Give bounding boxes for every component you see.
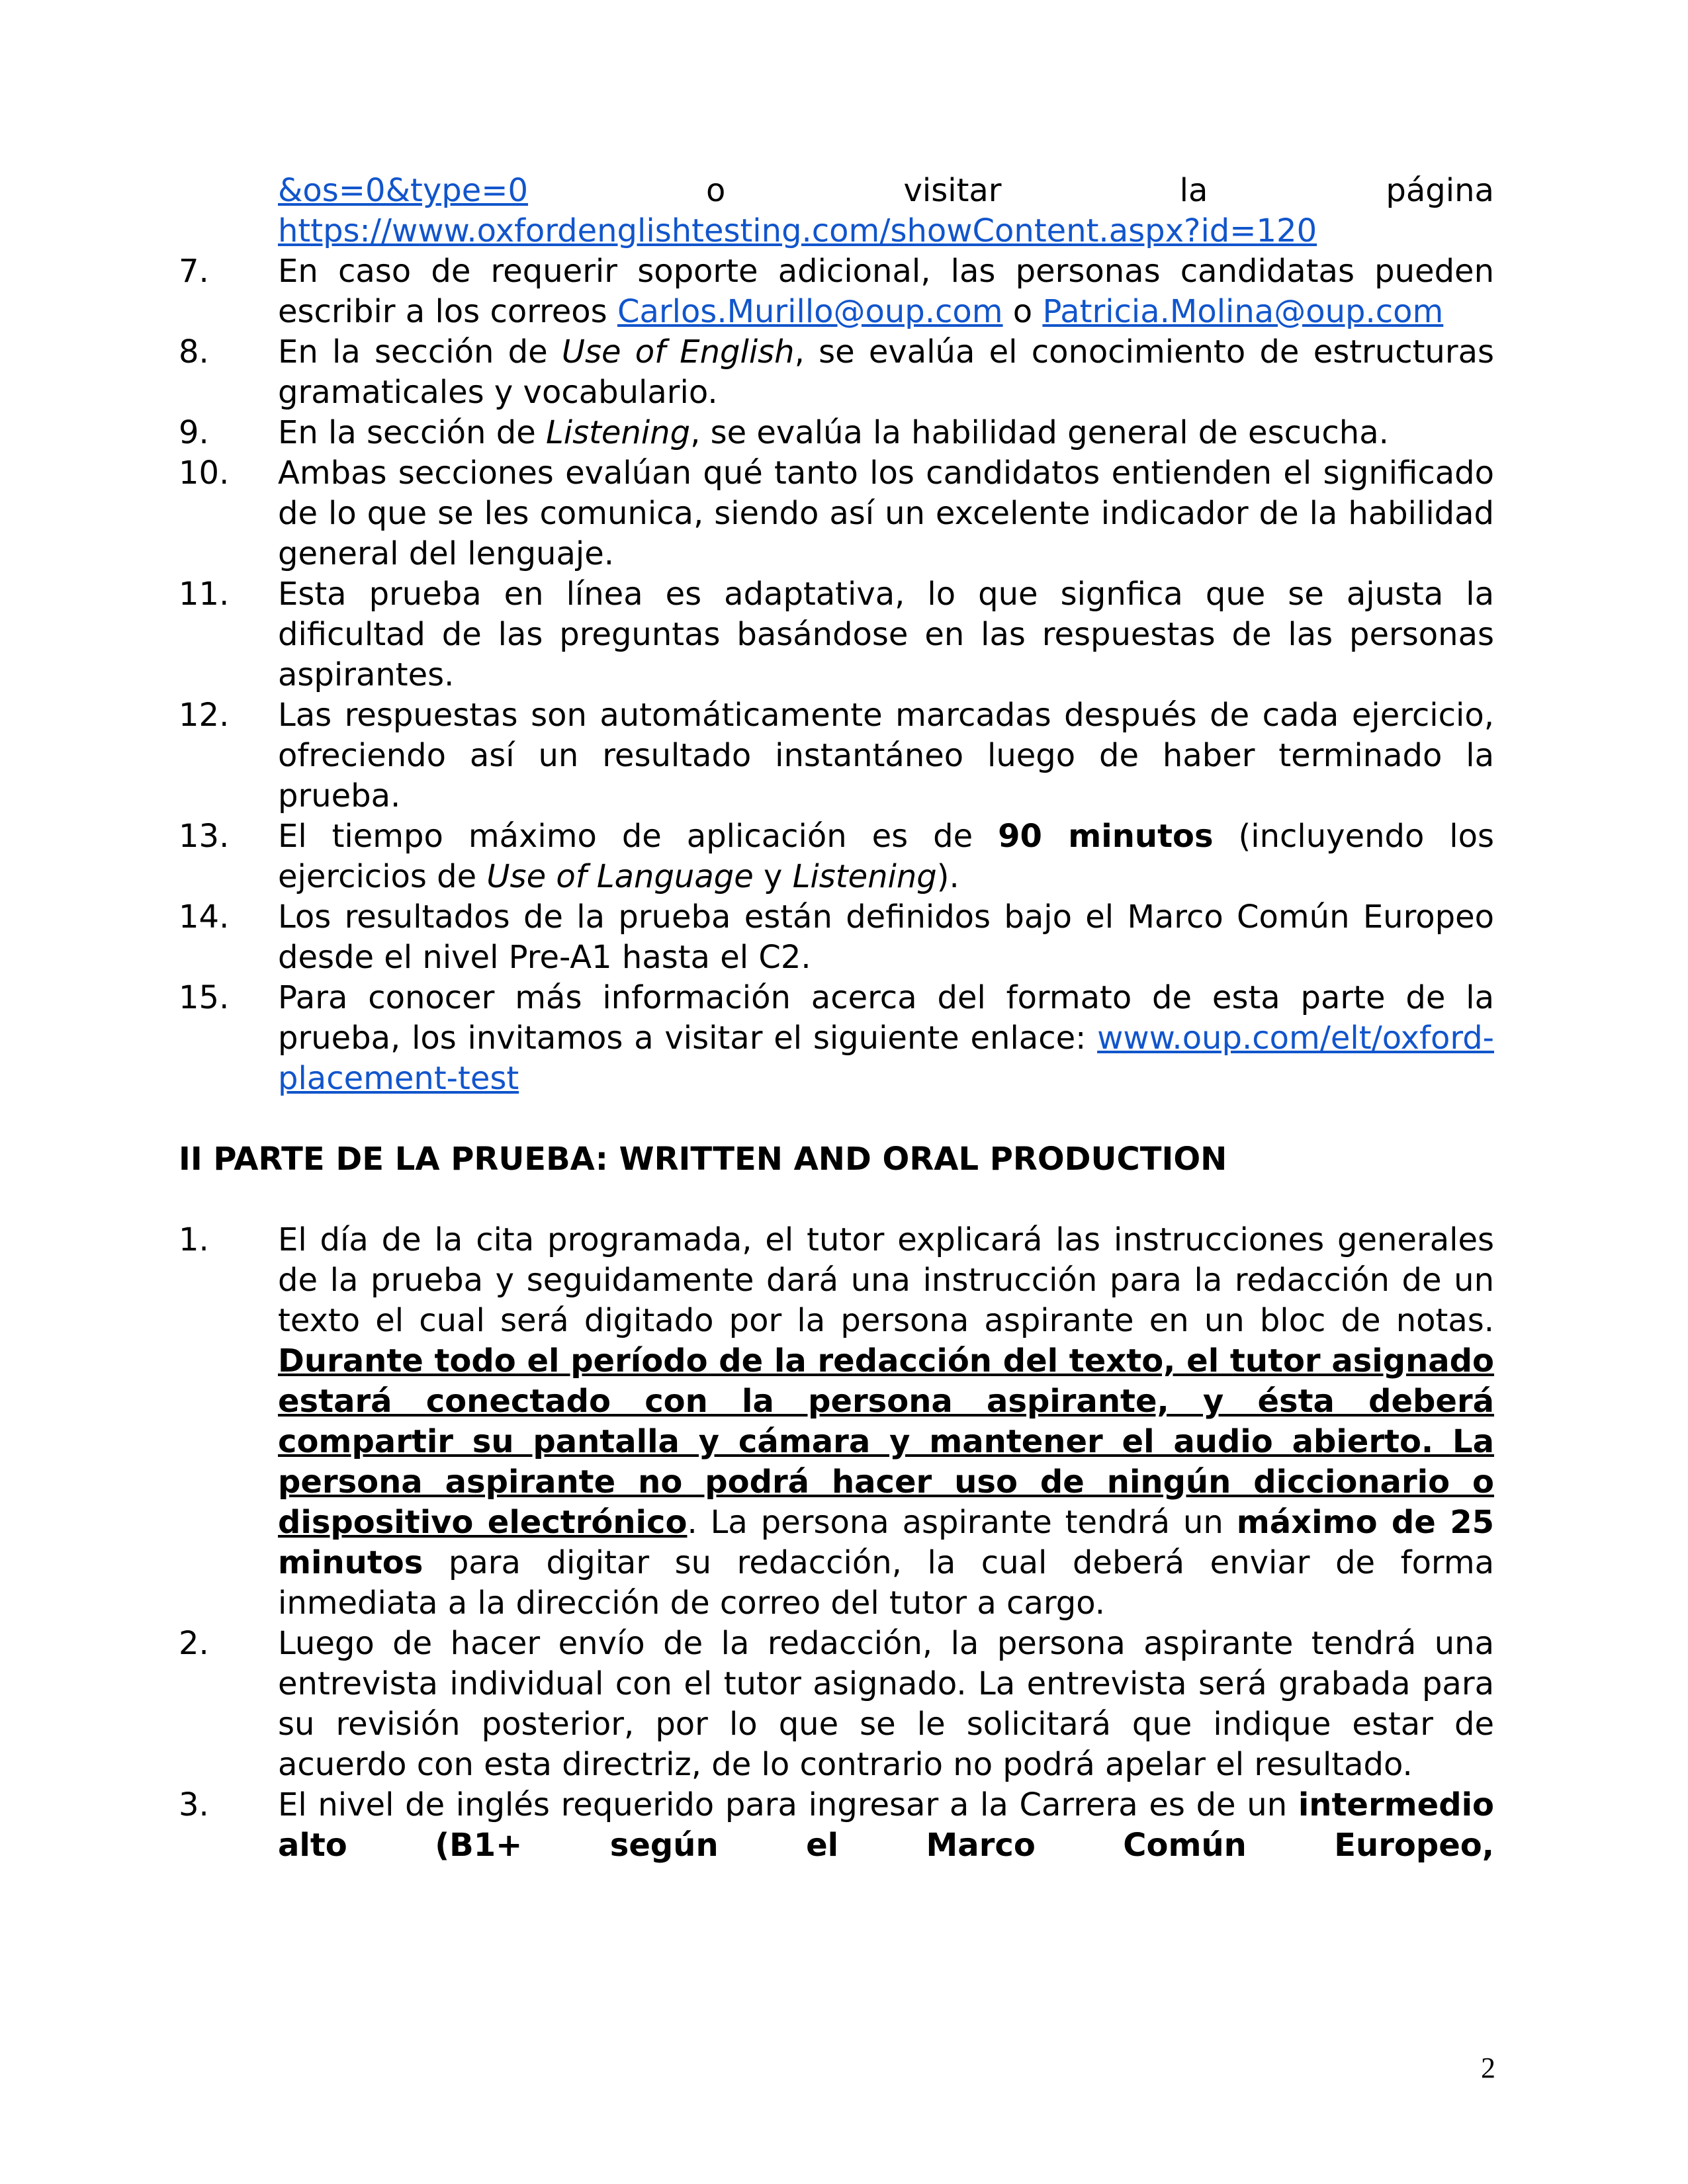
section-heading: II PARTE DE LA PRUEBA: WRITTEN AND ORAL PRODUCTION <box>179 1141 1227 1178</box>
item-number: 2. <box>179 1625 209 1662</box>
item-number: 1. <box>179 1221 209 1258</box>
item-number: 11. <box>179 576 230 613</box>
item-text: para digitar su redacción, la cual deberá enviar de forma inmediata a la dirección de correo del tutor a cargo. <box>278 1544 1494 1622</box>
item-6-continuation <box>179 171 1494 251</box>
list-item-7 <box>179 251 1494 332</box>
item-number: 9. <box>179 414 209 451</box>
item-number: 12. <box>179 697 230 734</box>
list-item-10 <box>179 453 1494 574</box>
part2-list-item-3 <box>179 1785 1494 1866</box>
item-text: (incluyendo los ejercicios de <box>278 818 1495 895</box>
item-number: 3. <box>179 1786 209 1823</box>
email-link-carlos[interactable]: Carlos.Murillo@oup.com <box>617 293 1003 330</box>
list-item-8 <box>179 332 1494 413</box>
part2-list-item-2 <box>179 1624 1494 1785</box>
page-number: 2 <box>1481 2052 1495 2084</box>
item-text: Las respuestas son automáticamente marcadas después de cada ejercicio, ofreciendo así un resultado instantáneo luego de haber terminado la prueba. <box>278 697 1494 814</box>
list-item-11 <box>179 574 1494 695</box>
item-number: 7. <box>179 253 209 290</box>
list-item-12 <box>179 695 1494 816</box>
item-emphasis: Use of Language <box>486 858 754 895</box>
item-text: En la sección de <box>278 333 562 371</box>
oxford-placement-test-link[interactable]: www.oup.com/elt/oxford-placement-test <box>278 1020 1494 1097</box>
item-text: , se evalúa el conocimiento de estructuras gramaticales y vocabulario. <box>278 333 1494 411</box>
item-text: En la sección de <box>278 414 546 451</box>
oxford-testing-link[interactable]: https://www.oxfordenglishtesting.com/showContent.aspx?id=120 <box>278 212 1317 249</box>
item-number: 10. <box>179 455 230 492</box>
item-text: , se evalúa la habilidad general de escucha. <box>690 414 1389 451</box>
item-text: Luego de hacer envío de la redacción, la persona aspirante tendrá una entrevista individual con el tutor asignado. La entrevista será grabada para su revisión posterior, por lo que se le solicitará que indique estar de acuerdo con esta directriz, de lo contrario no podrá apelar el resultado. <box>278 1625 1494 1783</box>
item-number: 14. <box>179 898 230 936</box>
word: visitar <box>903 172 1002 209</box>
item-emphasis: Use of English <box>561 333 795 371</box>
list-item-13 <box>179 816 1494 897</box>
test-url-fragment-link[interactable]: &os=0&type=0 <box>278 172 528 209</box>
list-item-9 <box>179 413 1494 453</box>
item-number: 13. <box>179 818 230 855</box>
item-text: . La persona aspirante tendrá un <box>687 1504 1237 1541</box>
item-text: El nivel de inglés requerido para ingresar a la Carrera es de un <box>278 1786 1298 1823</box>
item-text: En caso de requerir soporte adicional, las personas candidatas pueden escribir a los correos <box>278 253 1494 330</box>
item-bold: 90 minutos <box>998 818 1214 855</box>
list-item-15 <box>179 978 1494 1099</box>
word: la <box>1179 172 1208 209</box>
item-text: Para conocer más información acerca del formato de esta parte de la prueba, los invitamos a visitar el siguiente enlace: <box>278 979 1494 1057</box>
continuation-line <box>278 171 1494 211</box>
item-bold-underlined: Durante todo el período de la redacción del texto, el tutor asignado estará conectado con la persona aspirante, y ésta deberá compartir su pantalla y cámara y mantener el audio abierto. La persona aspirante no podrá hacer uso de ningún diccionario o dispositivo electrónico <box>278 1342 1494 1541</box>
item-number: 8. <box>179 333 209 371</box>
item-text: Los resultados de la prueba están definidos bajo el Marco Común Europeo desde el nivel Pre-A1 hasta el C2. <box>278 898 1494 976</box>
item-emphasis: Listening <box>545 414 691 451</box>
item-text: y <box>753 858 793 895</box>
item-text: El día de la cita programada, el tutor explicará las instrucciones generales de la prueba y seguidamente dará una instrucción para la redacción de un texto el cual será digitado por la persona aspirante en un bloc de notas. <box>278 1221 1494 1339</box>
item-number: 15. <box>179 979 230 1016</box>
item-text: El tiempo máximo de aplicación es de <box>278 818 999 855</box>
word: o <box>706 172 726 209</box>
item-text: ). <box>936 858 959 895</box>
word: página <box>1386 172 1494 209</box>
item-bold: máximo de 25 minutos <box>278 1504 1495 1581</box>
email-link-patricia[interactable]: Patricia.Molina@oup.com <box>1042 293 1444 330</box>
item-text: o <box>1002 293 1043 330</box>
item-emphasis: Listening <box>792 858 937 895</box>
item-text: Esta prueba en línea es adaptativa, lo que signfica que se ajusta la dificultad de las preguntas basándose en las respuestas de las personas aspirantes. <box>278 576 1494 693</box>
list-item-14 <box>179 897 1494 978</box>
page-content <box>179 171 1494 1866</box>
part2-list-item-1 <box>179 1220 1494 1624</box>
item-text: Ambas secciones evalúan qué tanto los candidatos entienden el significado de lo que se les comunica, siendo así un excelente indicador de la habilidad general del lenguaje. <box>278 455 1494 572</box>
item-bold: intermedio alto (B1+ según el Marco Común Europeo, <box>278 1786 1494 1864</box>
